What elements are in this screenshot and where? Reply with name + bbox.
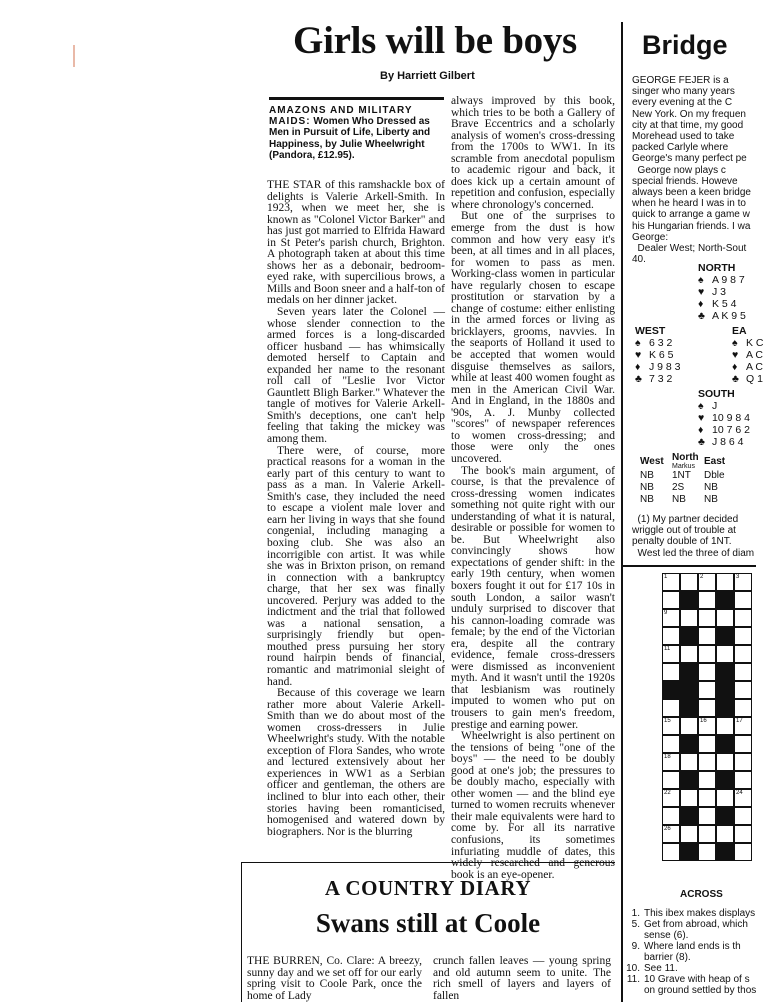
crossword-cell[interactable]	[680, 825, 698, 843]
crossword-cell[interactable]	[698, 573, 716, 591]
bidding-table	[640, 452, 736, 506]
heart-icon: ♥	[635, 349, 642, 361]
crossword-cell[interactable]	[716, 789, 734, 807]
crossword-cell	[680, 735, 698, 753]
crossword-cell-number: 3	[736, 574, 740, 580]
across-clues	[624, 908, 756, 996]
crossword-cell	[716, 681, 734, 699]
crossword-cell[interactable]	[734, 825, 752, 843]
article-headline: Girls will be boys	[293, 19, 577, 62]
crossword-cell-number: 18	[664, 754, 671, 760]
crossword-cell[interactable]	[698, 771, 716, 789]
clue-line	[624, 985, 756, 996]
crossword-cell[interactable]	[662, 645, 680, 663]
clue-text: Get from abroad, which	[644, 919, 748, 930]
suit-cards: A K 9 5	[712, 310, 746, 322]
bridge-line: GEORGE FEJER is a	[632, 75, 729, 86]
crossword-cell[interactable]	[698, 753, 716, 771]
suit-cards: 6 3 2	[649, 337, 673, 349]
crossword-cell[interactable]	[662, 843, 680, 861]
across-heading: ACROSS	[680, 889, 723, 900]
clue-number: 10.	[626, 963, 640, 974]
crossword-grid	[662, 573, 756, 863]
bid: NB	[704, 482, 718, 493]
diamond-icon: ♦	[698, 298, 704, 310]
crossword-cell[interactable]	[680, 609, 698, 627]
bid: NB	[640, 470, 654, 481]
crossword-cell-number: 2	[700, 574, 704, 580]
crossword-cell[interactable]	[698, 807, 716, 825]
crossword-cell[interactable]	[698, 645, 716, 663]
crossword-cell[interactable]	[716, 573, 734, 591]
bid: NB	[640, 494, 654, 505]
article-paragraph: THE STAR of this ramshackle box of delights is Valerie Arkell-Smith. In 1923, when we meet her, she is known as "Colonel Victor Barker" and has just got married to Elfrida Haward in St Peter's parish church, Brighton. A photograph taken at about this time shows her as a debonair, bedroom-eyed rake, with supercilious brows, a Mills and Boon sneer and a half-ton of medals on her dinner jacket.	[267, 179, 445, 307]
crossword-cell[interactable]	[734, 663, 752, 681]
crossword-cell[interactable]	[734, 717, 752, 735]
bridge-line: Dealer West; North-Sout	[632, 243, 747, 255]
article-paragraph: Seven years later the Colonel — whose slender connection to the armed forces is a long-discarded officer husband — has whimsically demoted herself to Captain and expanded her name to the resonant roll call of "Leslie Ivor Victor Gauntlett Bligh Barker." Whatever the tangle of motives for Valerie Arkell-Smith's deceptions, one can't help feeling that taking the mickey was among them.	[267, 306, 445, 446]
hand-direction: EA	[732, 325, 747, 337]
crossword-cell[interactable]	[734, 771, 752, 789]
clue-text: sense (6).	[644, 930, 689, 941]
bid-header: West	[640, 455, 664, 467]
crossword-cell[interactable]	[734, 807, 752, 825]
crossword-cell[interactable]	[698, 825, 716, 843]
bridge-line: wriggle out of trouble at	[632, 525, 736, 537]
crossword-cell-number: 1	[664, 574, 668, 580]
crossword-cell[interactable]	[662, 609, 680, 627]
column-divider	[621, 22, 623, 1002]
article-paragraph: always improved by this book, which tries to be both a Gallery of Brave Eccentrics and a scholarly analysis of women's cross-dressing from the 1700s to WW1. In its scramble from anecdotal populism to academic rigour and back, it does kick up a certain amount of repetition and confusion, especially where chronology's concerned.	[451, 95, 615, 211]
crossword-cell[interactable]	[716, 609, 734, 627]
clue-text: on ground settled by thos	[644, 985, 757, 996]
bridge-line: his Hungarian friends. I wa	[632, 220, 751, 232]
north-player-name: Markus	[672, 463, 695, 470]
section-divider	[621, 565, 756, 567]
crossword-cell[interactable]	[716, 753, 734, 771]
article-paragraph: There were, of course, more practical reasons for a woman in the early part of this century to want to pass as a man. In Valerie Arkell-Smith's case, they included the need to escape a violent male lover and earn her living in ways that she found congenial, including managing a boxing club. She was also an incorrigible con artist. It was while she was in Brixton prison, on remand in connection with a bankruptcy charge, that her sex was finally uncovered. Perjury was added to the indictment and the trial that followed was a national sensation, a surprisingly friendly but open-mouthed press pursuing her story round hairpin bends of financial, romantic and matrimonial sleight of hand.	[267, 444, 445, 688]
diamond-icon: ♦	[698, 424, 704, 436]
crossword-cell[interactable]	[698, 681, 716, 699]
crossword-cell-number: 26	[664, 826, 671, 832]
crossword-cell	[680, 771, 698, 789]
paper-clip-mark	[73, 45, 75, 67]
crossword-cell[interactable]	[734, 843, 752, 861]
bridge-line: penalty double of 1NT.	[632, 536, 732, 548]
crossword-cell	[680, 591, 698, 609]
bid: 1NT	[672, 470, 691, 481]
diary-column-2	[433, 956, 611, 1002]
bid-row	[640, 470, 736, 482]
crossword-cell[interactable]	[662, 699, 680, 717]
crossword-cell[interactable]	[662, 825, 680, 843]
crossword-cell[interactable]	[662, 573, 680, 591]
crossword-cell[interactable]	[716, 645, 734, 663]
crossword-cell[interactable]	[734, 609, 752, 627]
spade-icon: ♠	[635, 337, 641, 349]
crossword-cell	[716, 627, 734, 645]
clue-number: 5.	[631, 919, 640, 930]
clue-text: This ibex makes displays	[644, 908, 756, 919]
crossword-cell[interactable]	[662, 771, 680, 789]
east-hand	[732, 325, 764, 385]
crossword-cell[interactable]	[734, 789, 752, 807]
clue-text: barrier (8).	[644, 952, 691, 963]
suit-cards: 7 3 2	[649, 373, 673, 385]
diary-column-1	[247, 956, 422, 1002]
crossword-cell	[680, 663, 698, 681]
crossword-cell	[680, 627, 698, 645]
crossword-cell[interactable]	[698, 663, 716, 681]
clue-line	[624, 952, 756, 963]
crossword-cell-number: 9	[664, 610, 668, 616]
crossword-cell-number: 15	[664, 718, 671, 724]
crossword-cell[interactable]	[716, 825, 734, 843]
hand-direction: NORTH	[698, 262, 736, 274]
crossword-cell[interactable]	[662, 627, 680, 645]
diary-paragraph: crunch fallen leaves — young spring and old autumn seem to unite. The rich smell of layers and layers of fallen	[433, 955, 611, 1002]
clue-line	[624, 974, 756, 985]
bridge-commentary	[632, 514, 756, 559]
bid-row	[640, 494, 736, 506]
bridge-line: George now plays c	[632, 164, 726, 176]
south-hand	[698, 388, 750, 448]
book-title-rest: Women Who Dressed as Men in Pursuit of Life, Liberty and Happiness, by Julie Wheelwright (Pandora, £12.95).	[269, 116, 431, 161]
crossword-cell	[716, 807, 734, 825]
crossword-cell[interactable]	[662, 789, 680, 807]
bid: Dble	[704, 470, 725, 481]
crossword-cell[interactable]	[680, 717, 698, 735]
bridge-line: quick to arrange a game w	[632, 209, 750, 221]
spade-icon: ♠	[698, 274, 704, 286]
bridge-line: George's many perfect pe	[632, 153, 747, 165]
bridge-line: always been a keen bridge	[632, 187, 751, 199]
crossword-cell[interactable]	[716, 717, 734, 735]
suit-cards: J 9 8 3	[649, 361, 681, 373]
article-paragraph: The book's main argument, of course, is that the prevalence of cross-dressing women indicates something not quite right with our understanding of what it is natural, desirable or possible for women to be. But Wheelwright also convincingly shows how expectations of gender shift: in the early 19th century, when women boxers fought it out for £17 10s in south London, a sailor wasn't unduly surprised to discover that his cannon-loading comrade was female; by the end of the Victorian era, despite all the contrary evidence, female cross-dressers were dismissed as inconvenient myth. And it wasn't until the 1920s that lesbianism was routinely imputed to women who put on trousers to gain men's freedom, prestige and earning power.	[451, 464, 615, 731]
crossword-cell[interactable]	[662, 753, 680, 771]
crossword-cell[interactable]	[680, 645, 698, 663]
heart-icon: ♥	[732, 349, 739, 361]
crossword-cell[interactable]	[734, 699, 752, 717]
bid: NB	[672, 494, 686, 505]
suit-cards: K 5 4	[712, 298, 737, 310]
suit-cards: 10 9 8 4	[712, 412, 750, 424]
suit-cards: J	[712, 400, 718, 412]
suit-cards: A C	[746, 361, 763, 373]
diary-box-left-edge	[241, 862, 242, 1002]
crossword-cell[interactable]	[662, 591, 680, 609]
crossword-cell	[716, 735, 734, 753]
clue-line	[624, 908, 756, 919]
bridge-title: Bridge	[642, 30, 728, 60]
club-icon: ♣	[732, 373, 739, 385]
bridge-line: 40.	[632, 254, 646, 266]
crossword-cell[interactable]	[698, 627, 716, 645]
bridge-line: Morehead used to take	[632, 131, 735, 143]
suit-cards: K C	[746, 337, 764, 349]
clue-line	[624, 941, 756, 952]
crossword-cell	[716, 591, 734, 609]
bridge-line: (1) My partner decided	[632, 514, 739, 525]
west-hand	[635, 325, 681, 385]
crossword-cell[interactable]	[680, 789, 698, 807]
crossword-cell-number: 24	[736, 790, 743, 796]
crossword-cell[interactable]	[734, 591, 752, 609]
crossword-cell[interactable]	[662, 717, 680, 735]
bridge-line: special friends. Howeve	[632, 175, 738, 187]
clue-text: See 11.	[644, 963, 678, 974]
suit-cards: K 6 5	[649, 349, 674, 361]
clue-text: 10 Grave with heap of s	[644, 974, 750, 985]
bridge-line: when he heard I was in to	[632, 198, 746, 210]
crossword-cell-number: 17	[736, 718, 743, 724]
bridge-intro	[632, 75, 756, 265]
heart-icon: ♥	[698, 412, 705, 424]
clue-line	[624, 919, 756, 930]
diamond-icon: ♦	[635, 361, 641, 373]
crossword-cell[interactable]	[734, 681, 752, 699]
crossword-cell	[680, 681, 698, 699]
bid-header	[672, 452, 704, 470]
crossword-cell[interactable]	[698, 609, 716, 627]
crossword-cell[interactable]	[698, 717, 716, 735]
bid-header-label: North	[672, 452, 699, 463]
diary-title: Swans still at Coole	[315, 908, 541, 938]
suit-cards: J 8 6 4	[712, 436, 744, 448]
bridge-line: city at that time, my good	[632, 119, 744, 131]
bridge-line: New York. On my frequen	[632, 108, 746, 120]
crossword-cell[interactable]	[680, 753, 698, 771]
crossword-cell	[680, 807, 698, 825]
crossword-cell[interactable]	[662, 807, 680, 825]
article-paragraph: But one of the surprises to emerge from the dust is how common and how very easy it's been, at all times and in all places, for women to pass as men. Working-class women in particular have regularly chosen to escape prostitution or starvation by a change of costume: either enlisting in the armed forces or living as bricklayers, grooms, navvies. In the seaports of Holland it used to be accepted that women would disguise themselves as sailors, while at least 400 women fought as men in the American Civil War. And in England, in the 1880s and '90s, A. J. Munby collected "scores" of newspaper references to women cross-dressing; and those were only the ones uncovered.	[451, 210, 615, 465]
crossword-cell[interactable]	[734, 753, 752, 771]
crossword-cell[interactable]	[698, 735, 716, 753]
crossword-cell[interactable]	[734, 735, 752, 753]
spade-icon: ♠	[698, 400, 704, 412]
crossword-cell	[716, 771, 734, 789]
club-icon: ♣	[635, 373, 642, 385]
crossword-cell	[716, 699, 734, 717]
diamond-icon: ♦	[732, 361, 738, 373]
clue-line	[624, 930, 756, 941]
crossword-cell[interactable]	[698, 699, 716, 717]
crossword-cell	[716, 663, 734, 681]
book-title-caps: AMAZONS AND MILITARY MAIDS:	[269, 105, 413, 128]
bid: 2S	[672, 482, 685, 493]
crossword-cell[interactable]	[734, 645, 752, 663]
article-paragraph: Because of this coverage we learn rather more about Valerie Arkell-Smith than we do about most of the women cross-dressers in Julie Wheelwright's study. With the notable exception of Flora Sandes, who wrote and lectured extensively about her experiences in WW1 as a Serbian officer and gentleman, the others are inclined to blur into each other, their stories having been romanticised, homogenised and watered down by biographers. Nor is the blurring	[267, 687, 445, 838]
bridge-line: George:	[632, 231, 669, 243]
north-hand	[698, 262, 746, 322]
clue-number: 9.	[631, 941, 640, 952]
crossword-cell[interactable]	[662, 735, 680, 753]
article-column-2	[451, 96, 615, 881]
hand-direction: WEST	[635, 325, 666, 337]
clue-number: 11.	[626, 974, 640, 985]
crossword-cell[interactable]	[698, 591, 716, 609]
crossword-cell	[716, 843, 734, 861]
suit-cards: A C	[746, 349, 763, 361]
article-column-1	[267, 180, 445, 838]
crossword-cell-number: 11	[664, 646, 671, 652]
bridge-line: every evening at the C	[632, 97, 733, 109]
suit-cards: Q 1	[746, 373, 763, 385]
crossword-cell[interactable]	[662, 663, 680, 681]
crossword-cell	[680, 843, 698, 861]
crossword-cell	[680, 699, 698, 717]
crossword-cell	[662, 681, 680, 699]
bid: NB	[704, 494, 718, 505]
bridge-line: packed Carlyle where	[632, 142, 729, 154]
clue-line	[624, 963, 756, 974]
crossword-cell[interactable]	[734, 627, 752, 645]
club-icon: ♣	[698, 310, 705, 322]
suit-cards: J 3	[712, 286, 727, 298]
book-details	[269, 97, 444, 161]
suit-cards: A 9 8 7	[712, 274, 745, 286]
heart-icon: ♥	[698, 286, 705, 298]
bridge-line: singer who many years	[632, 86, 735, 98]
bid: NB	[640, 482, 654, 493]
spade-icon: ♠	[732, 337, 738, 349]
clue-number: 1.	[631, 908, 640, 919]
article-paragraph: Wheelwright is also pertinent on the tensions of being "one of the boys" — the need to be doubly good at one's job; the pressures to be doubly macho, especially with other women — and the blind eye turned to women recruits whenever their male equivalents were hard to come by. For all its narrative confusions, its sometimes infuriating muddle of dates, this widely researched and generous book is an eye-opener.	[451, 730, 615, 881]
suit-cards: 10 7 6 2	[712, 424, 750, 436]
crossword-cell-number: 16	[700, 718, 707, 724]
bridge-line: West led the three of diam	[632, 547, 755, 559]
crossword-cell[interactable]	[680, 573, 698, 591]
crossword-cell-number: 22	[664, 790, 671, 796]
hand-direction: SOUTH	[698, 388, 735, 400]
article-byline: By Harriett Gilbert	[380, 70, 475, 82]
bid-row	[640, 482, 736, 494]
diary-paragraph: THE BURREN, Co. Clare: A breezy, sunny day and we set off for our early spring visit to Coole Park, once the home of Lady	[247, 955, 422, 1002]
diary-kicker: A COUNTRY DIARY	[324, 876, 532, 900]
clue-text: Where land ends is th	[644, 941, 741, 952]
crossword-cell[interactable]	[698, 789, 716, 807]
crossword-cell[interactable]	[734, 573, 752, 591]
bid-header: East	[704, 455, 726, 467]
crossword-cell[interactable]	[698, 843, 716, 861]
club-icon: ♣	[698, 436, 705, 448]
